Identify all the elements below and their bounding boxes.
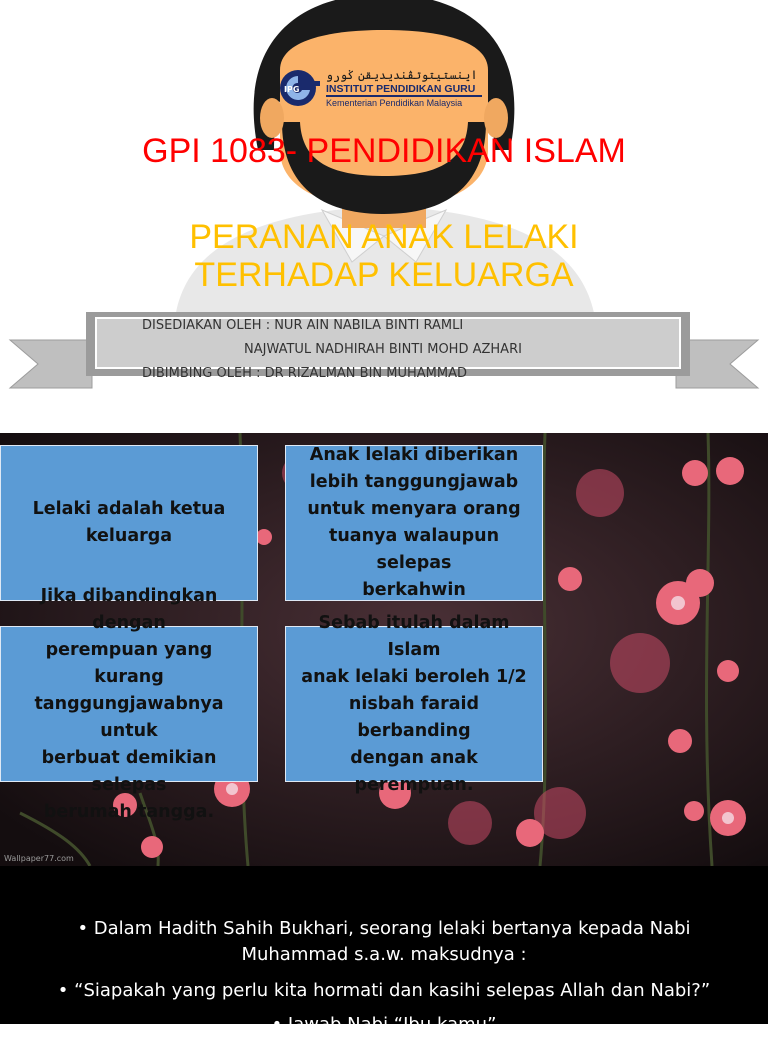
point-card-2-text: Anak lelaki diberikan lebih tanggungjawab untuk menyara orang tuanya walaupun selepas berkahwin (307, 445, 521, 600)
point-card-3-text: Jika dibandingkan dengan perempuan yang kurang tanggungjawabnya untuk berbuat demikian selepas berumah tangga. (34, 585, 224, 822)
logo-divider (326, 95, 482, 97)
logo-arabic-text: اينستيتوتڤنديديقن ݢورو (326, 68, 478, 82)
topic-title-line2: TERHADAP KELUARGA (194, 256, 574, 294)
topic-title (0, 218, 768, 294)
title-slide (0, 0, 768, 433)
prepared-by-line: DISEDIAKAN OLEH : NUR AIN NABILA BINTI RAMLI (142, 318, 464, 333)
point-card-1 (0, 445, 258, 601)
svg-text:IPG: IPG (284, 85, 300, 94)
topic-title-line1: PERANAN ANAK LELAKI (189, 218, 579, 256)
hadith-bullet-3: • Jawab Nabi “Ibu kamu” (271, 1014, 497, 1035)
supervised-by-line: DIBIMBING OLEH : DR RIZALMAN BIN MUHAMMAD (142, 366, 467, 381)
point-card-4 (285, 612, 543, 795)
point-card-4-text: Sebab itulah dalam Islam anak lelaki beroleh 1/2 nisbah faraid berbanding dengan anak perempuan. (301, 612, 527, 795)
hadith-bullet-1-line2: Muhammad s.a.w. maksudnya : (241, 944, 527, 965)
point-card-3 (0, 585, 258, 822)
hadith-slide (0, 866, 768, 1035)
prepared-by-line-2: NAJWATUL NADHIRAH BINTI MOHD AZHARI (244, 342, 522, 357)
course-title: GPI 1083- PENDIDIKAN ISLAM (142, 132, 626, 170)
point-card-2 (285, 445, 543, 601)
ipg-logo (278, 68, 483, 110)
hadith-bullet-1 (40, 916, 728, 968)
content-slide (0, 433, 768, 866)
point-card-1-text: Lelaki adalah ketua keluarga (32, 499, 226, 546)
hadith-bullet-1-line1: • Dalam Hadith Sahih Bukhari, seorang lelaki bertanya kepada Nabi (77, 918, 691, 939)
wallpaper-watermark: Wallpaper77.com (4, 854, 74, 863)
ipg-emblem-icon (278, 68, 322, 108)
logo-ministry-name: Kementerian Pendidikan Malaysia (326, 98, 463, 108)
ribbon-left-tail (10, 340, 92, 388)
hadith-bullet-2: • “Siapakah yang perlu kita hormati dan kasihi selepas Allah dan Nabi?” (57, 980, 711, 1001)
logo-institution-name: INSTITUT PENDIDIKAN GURU (326, 83, 476, 95)
